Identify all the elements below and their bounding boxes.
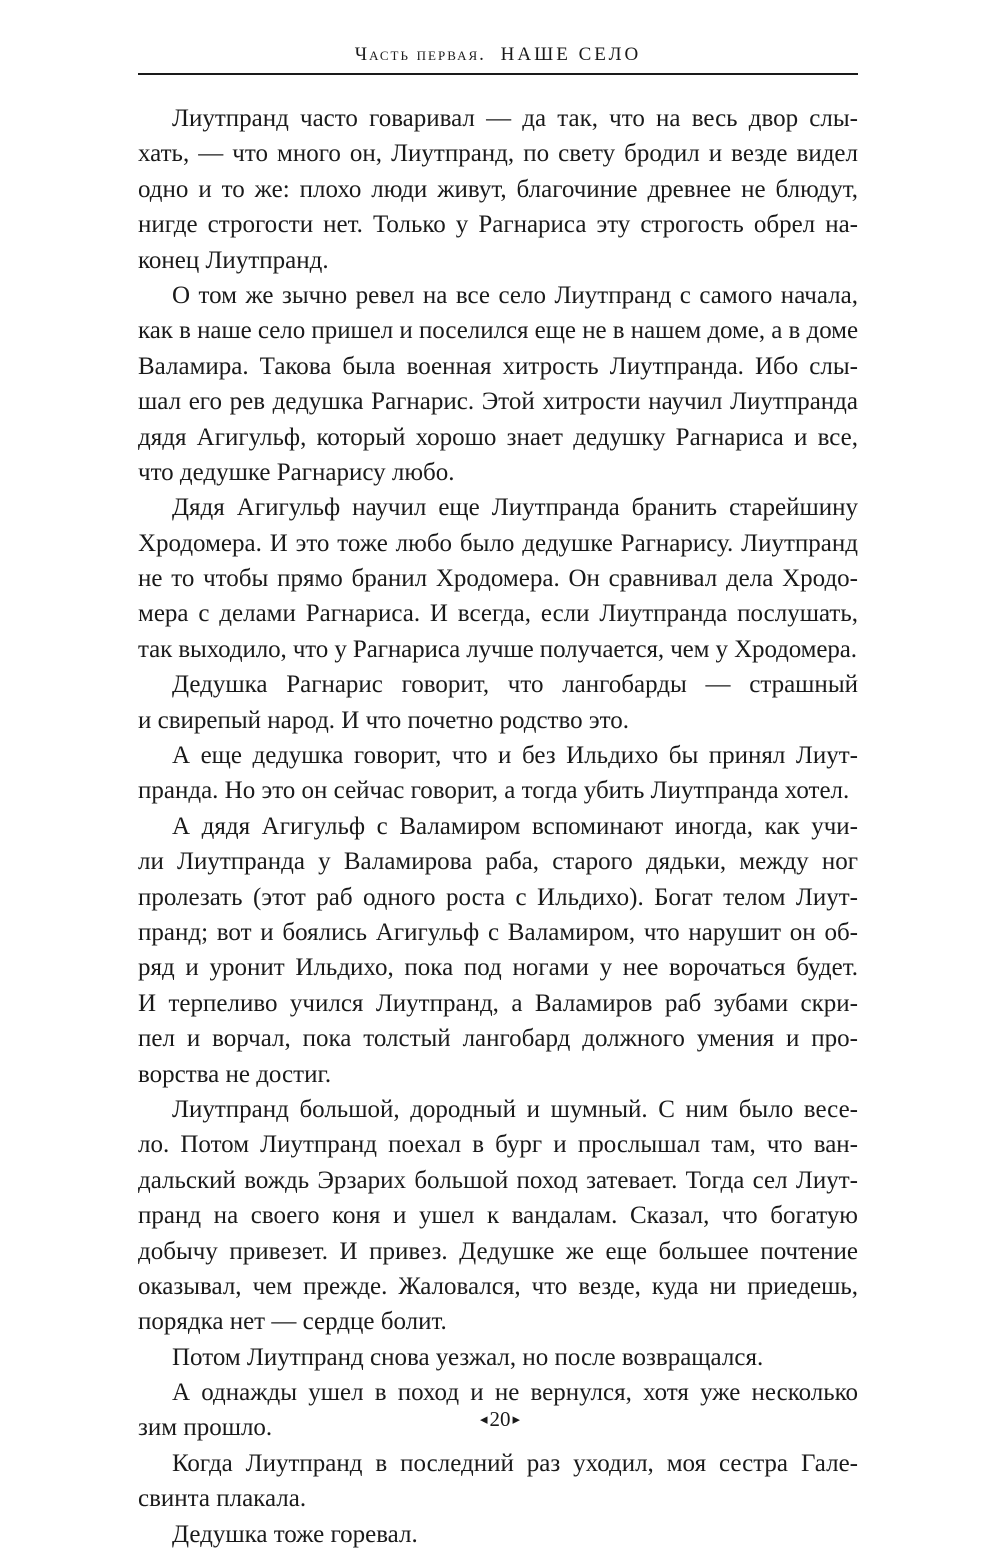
running-head: [138, 44, 858, 66]
text-line: ли Лиутпранда у Валамирова раба, старого дядьки, между ног: [138, 848, 858, 876]
text-line: так выходило, что у Рагнариса лучше получается, чем у Хродомера.: [138, 635, 857, 663]
text-line: Лиутпранд большой, дородный и шумный. С ним было весе-: [172, 1095, 858, 1123]
text-line: пранд на своего коня и ушел к вандалам. Сказал, что богатую: [138, 1202, 858, 1230]
text-line: А дядя Агигульф с Валамиром вспоминают иногда, как учи-: [172, 812, 858, 840]
text-line: пранда. Но это он сейчас говорит, а тогда убить Лиутпранда хотел.: [138, 777, 850, 805]
text-line: зим прошло.: [138, 1414, 273, 1442]
page-footer: [0, 1404, 1000, 1435]
running-head-part: Часть первая: [354, 44, 480, 65]
text-line: хать, — что много он, Лиутпранд, по свету бродил и везде видел: [138, 140, 858, 168]
header-rule: [138, 73, 858, 75]
text-line: ряд и уронит Ильдихо, пока под ногами у нее ворочаться будет.: [138, 954, 858, 982]
text-line: что дедушке Рагнарису любо.: [138, 458, 455, 486]
text-line: ло. Потом Лиутпранд поехал в бург и прослышал там, что ван-: [138, 1131, 858, 1159]
running-head-separator: .: [479, 44, 487, 65]
text-line: нигде строгости нет. Только у Рагнариса эту строгость обрел на-: [138, 211, 858, 239]
text-line: как в наше село пришел и поселился еще не в нашем доме, а в доме: [138, 317, 858, 345]
text-line: Потом Лиутпранд снова уезжал, но после возвращался.: [172, 1343, 764, 1371]
text-line: пел и ворчал, пока толстый лангобард должного умения и про-: [138, 1025, 858, 1053]
text-line: ворства не достиг.: [138, 1060, 332, 1088]
text-line: и свирепый народ. И что почетно родство это.: [138, 706, 629, 734]
text-line: Когда Лиутпранд в последний раз уходил, моя сестра Гале-: [172, 1449, 858, 1477]
text-line: пролезать (этот раб одного роста с Ильдихо). Богат телом Лиут-: [138, 883, 858, 911]
text-line: А однажды ушел в поход и не вернулся, хотя уже несколько: [172, 1379, 858, 1407]
text-line: Хродомера. И это тоже любо было дедушке Рагнарису. Лиутпранд: [138, 529, 858, 557]
text-line: Дедушка тоже горевал.: [172, 1520, 418, 1548]
text-line: конец Лиутпранд.: [138, 246, 329, 274]
text-line: одно и то же: плохо люди живут, благочиние древнее не блюдут,: [138, 175, 858, 203]
text-line: добычу привезет. И привез. Дедушке же еще большее почтение: [138, 1237, 858, 1265]
text-line: И терпеливо учился Лиутпранд, а Валамиров раб зубами скри-: [138, 989, 858, 1017]
text-line: Дедушка Рагнарис говорит, что лангобарды — страшный: [172, 671, 858, 699]
text-line: Дядя Агигульф научил еще Лиутпранда бранить старейшину: [172, 494, 858, 522]
text-line: порядка нет — сердце болит.: [138, 1308, 447, 1336]
page-number: 20: [489, 1407, 511, 1431]
text-line: дальский вождь Эрзарих большой поход затевает. Тогда сел Лиут-: [138, 1166, 858, 1194]
text-line: не то чтобы прямо бранил Хродомера. Он сравнивал дела Хродо-: [138, 565, 858, 593]
text-line: шал его рев дедушка Рагнарис. Этой хитрости научил Лиутпранда: [138, 388, 858, 416]
text-line: дядя Агигульф, который хорошо знает дедушку Рагнариса и все,: [138, 423, 858, 451]
text-line: О том же зычно ревел на все село Лиутпранд с самого начала,: [172, 281, 858, 309]
running-head-title: НАШЕ СЕЛО: [500, 44, 642, 65]
text-line: пранд; вот и боялись Агигульф с Валамиром, что нарушит он об-: [138, 918, 858, 946]
folio-ornament-right-icon: ▸: [512, 1412, 521, 1428]
text-line: Валамира. Такова была военная хитрость Лиутпранда. Ибо слы-: [138, 352, 858, 380]
text-line: Лиутпранд часто говаривал — да так, что на весь двор слы-: [172, 105, 858, 132]
text-line: А еще дедушка говорит, что и без Ильдихо бы принял Лиут-: [172, 742, 858, 770]
text-line: свинта плакала.: [138, 1485, 307, 1513]
folio-ornament-left-icon: ◂: [479, 1412, 488, 1428]
body-text: [138, 101, 858, 1552]
text-line: мера с делами Рагнариса. И всегда, если Лиутпранда послушать,: [138, 600, 858, 628]
text-line: оказывал, чем прежде. Жаловался, что везде, куда ни приедешь,: [138, 1272, 858, 1300]
